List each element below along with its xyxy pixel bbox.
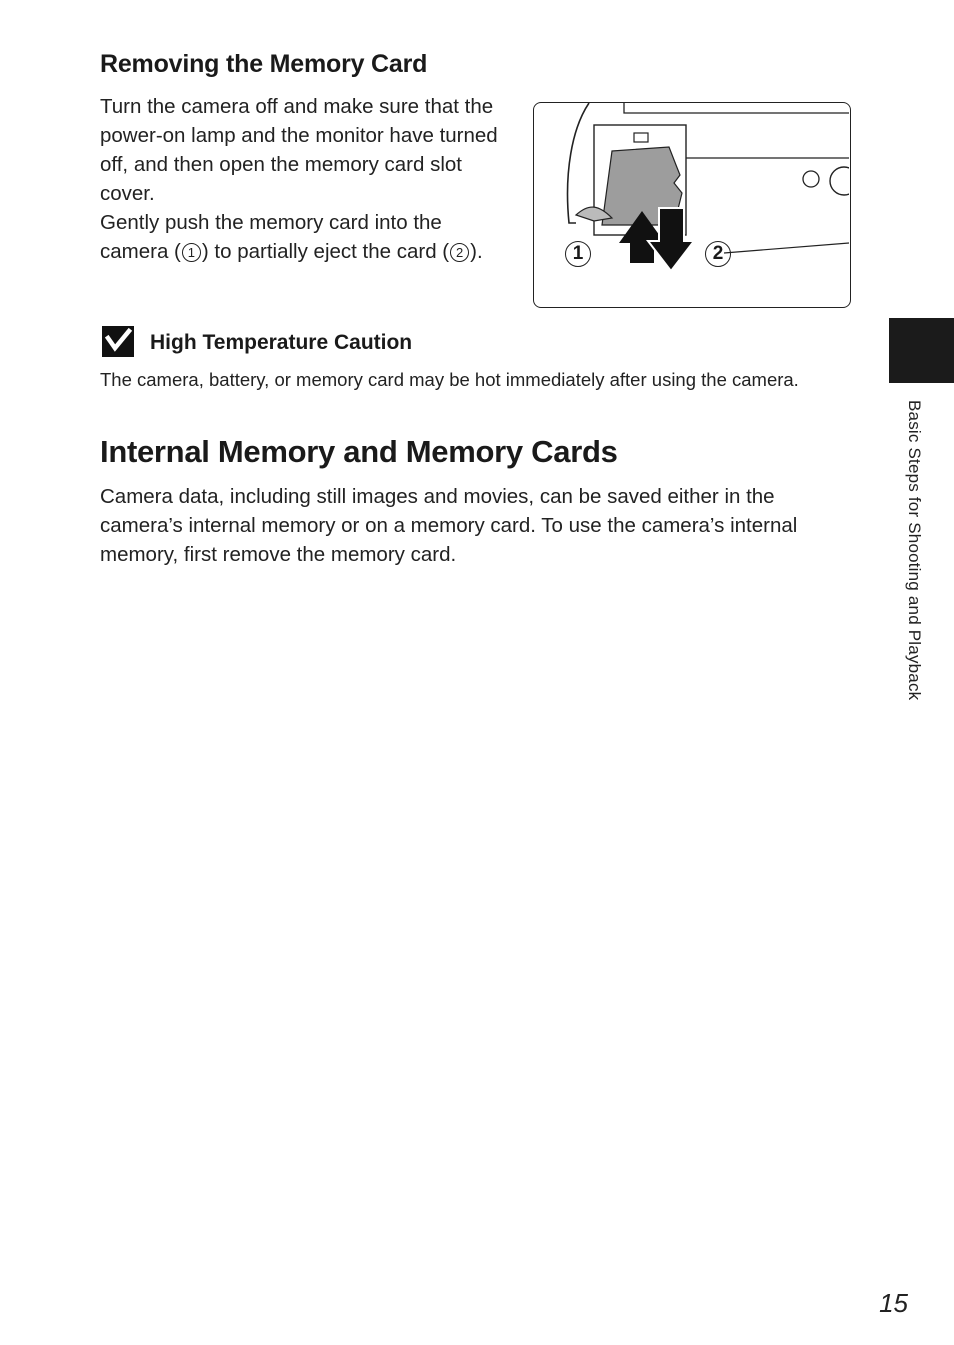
figure-callout-2: 2 — [705, 241, 731, 267]
removal-step-2-part-b: ) to partially eject the card ( — [201, 240, 450, 263]
removal-step-2-part-c: ). — [470, 240, 483, 263]
caution-title: High Temperature Caution — [150, 331, 413, 354]
chapter-tab — [889, 318, 954, 383]
circled-number-2: 2 — [450, 243, 469, 262]
removal-instructions — [100, 92, 510, 266]
removal-step-2 — [100, 208, 510, 266]
memory-card-eject-illustration — [533, 102, 851, 308]
main-heading: Internal Memory and Memory Cards — [100, 434, 618, 469]
section-title: Removing the Memory Card — [100, 50, 428, 78]
main-paragraph: Camera data, including still images and movies, can be saved either in the camera’s internal memory or on a memory card. To use the camera’s internal memory, first remove the memory card. — [100, 485, 798, 566]
page-number: 15 — [879, 1288, 908, 1318]
circled-number-1: 1 — [182, 243, 201, 262]
removal-step-1: Turn the camera off and make sure that the power-on lamp and the monitor have turned off, and then open the memory card slot cover. — [100, 95, 498, 205]
figure-callout-1: 1 — [565, 241, 591, 267]
removal-step-2-part-a: Gently push the memory card into the camera ( — [100, 211, 442, 263]
check-mark-icon — [102, 326, 134, 357]
chapter-label: Basic Steps for Shooting and Playback — [905, 400, 924, 701]
illustration-drawing — [534, 103, 849, 306]
caution-text: The camera, battery, or memory card may be hot immediately after using the camera. — [100, 369, 799, 390]
